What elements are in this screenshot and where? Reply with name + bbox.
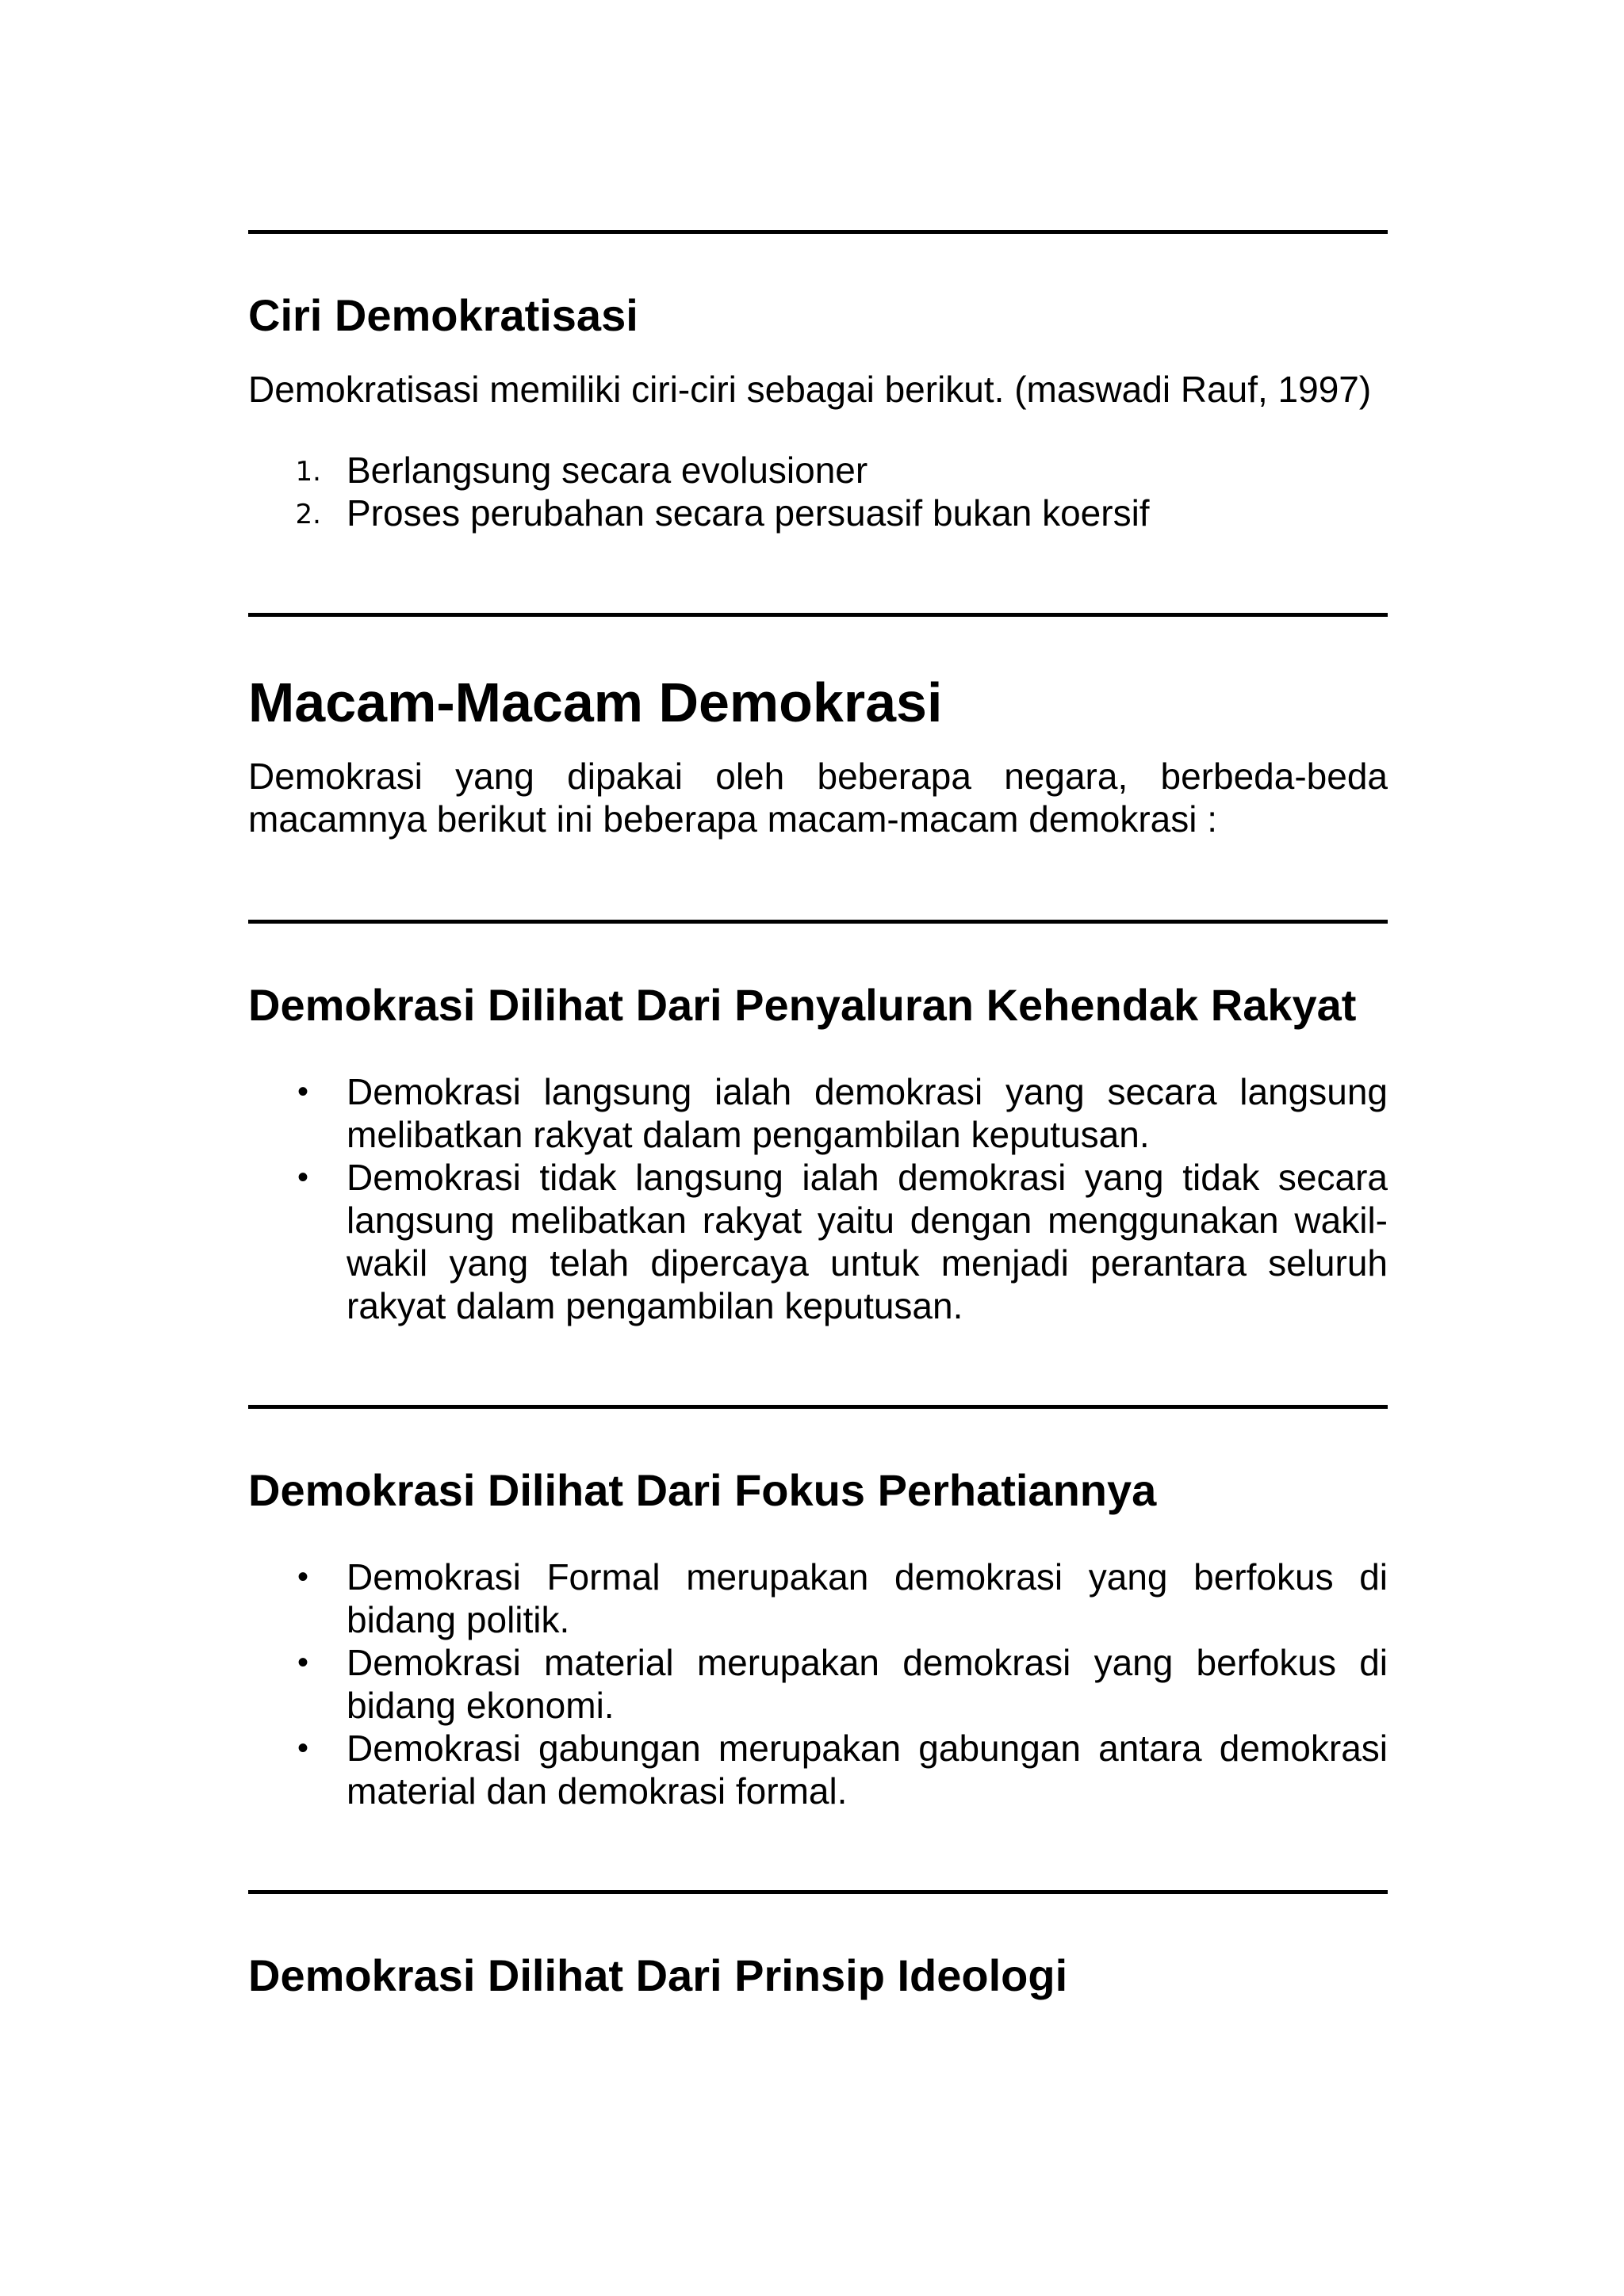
section-heading: Demokrasi Dilihat Dari Prinsip Ideologi xyxy=(248,1950,1068,2000)
section-intro: Demokratisasi memiliki ciri-ciri sebagai berikut. (maswadi Rauf, 1997) xyxy=(248,369,1372,410)
list-item-text: Demokrasi material merupakan demokrasi yang berfokus di bidang ekonomi. xyxy=(347,1642,1388,1726)
list-item xyxy=(248,1727,1388,1812)
bullet-list xyxy=(248,1070,1388,1327)
bullet-list xyxy=(248,1556,1388,1812)
list-item-text: Berlangsung secara evolusioner xyxy=(347,450,868,491)
list-item xyxy=(248,492,1388,534)
section-heading: Demokrasi Dilihat Dari Fokus Perhatiannya xyxy=(248,1465,1157,1515)
list-item xyxy=(248,1156,1388,1327)
list-item-text: Proses perubahan secara persuasif bukan koersif xyxy=(347,492,1150,534)
section-heading: Demokrasi Dilihat Dari Penyaluran Kehendak Rakyat xyxy=(248,980,1357,1030)
bullet-icon: • xyxy=(297,1731,308,1766)
section-divider xyxy=(248,1890,1388,1894)
list-number: 1. xyxy=(295,456,321,488)
section-heading: Ciri Demokratisasi xyxy=(248,290,638,340)
list-item xyxy=(248,1641,1388,1727)
section-intro: Demokrasi yang dipakai oleh beberapa negara, berbeda-beda macamnya berikut ini beberapa macam-macam demokrasi : xyxy=(248,756,1388,840)
section-divider xyxy=(248,1405,1388,1409)
list-item-text: Demokrasi tidak langsung ialah demokrasi yang tidak secara langsung melibatkan rakyat yaitu dengan menggunakan wakil-wakil yang telah dipercaya untuk menjadi perantara seluruh rakyat dalam pengambilan keputusan. xyxy=(347,1157,1388,1326)
section-divider xyxy=(248,613,1388,617)
list-item-text: Demokrasi Formal merupakan demokrasi yang berfokus di bidang politik. xyxy=(347,1556,1388,1640)
list-item xyxy=(248,449,1388,492)
list-item-text: Demokrasi langsung ialah demokrasi yang secara langsung melibatkan rakyat dalam pengambilan keputusan. xyxy=(347,1071,1388,1155)
section-divider xyxy=(248,230,1388,234)
bullet-icon: • xyxy=(297,1074,308,1109)
section-heading: Macam-Macam Demokrasi xyxy=(248,672,943,733)
list-item-text: Demokrasi gabungan merupakan gabungan antara demokrasi material dan demokrasi formal. xyxy=(347,1728,1388,1812)
list-item xyxy=(248,1070,1388,1156)
list-item xyxy=(248,1556,1388,1641)
list-number: 2. xyxy=(295,499,321,530)
numbered-list xyxy=(248,449,1388,534)
bullet-icon: • xyxy=(297,1645,308,1680)
bullet-icon: • xyxy=(297,1559,308,1594)
section-divider xyxy=(248,920,1388,924)
bullet-icon: • xyxy=(297,1160,308,1195)
